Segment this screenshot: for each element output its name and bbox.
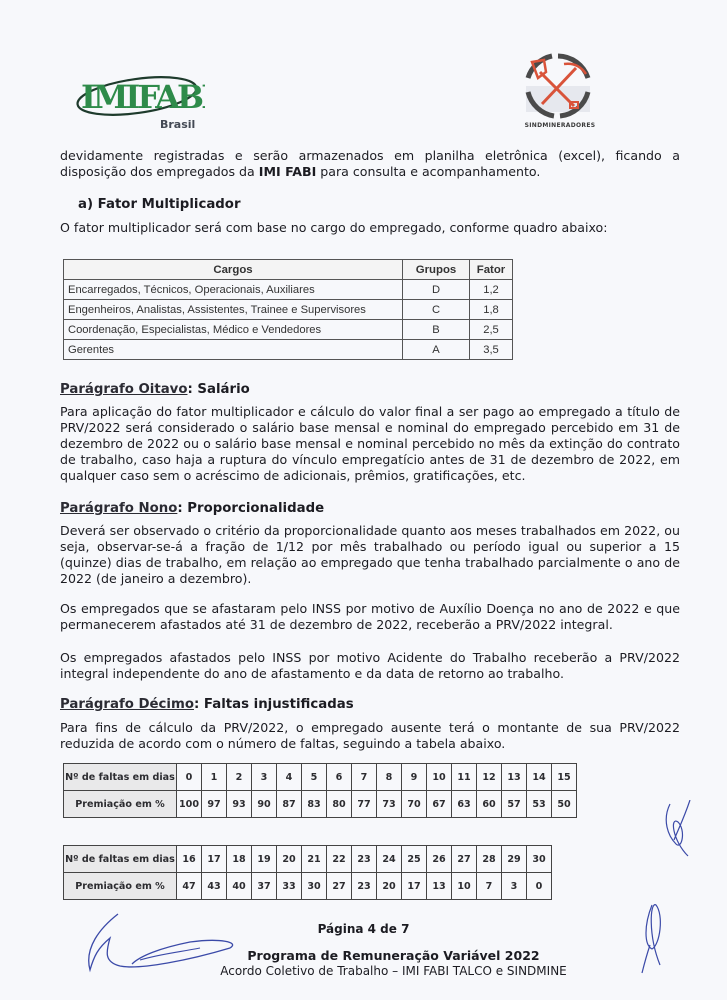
row-label-pct: Premiação em % <box>64 873 177 900</box>
pick-shovel-icon <box>518 50 598 120</box>
section-a-title: a) Fator Multiplicador <box>78 197 241 212</box>
row-label-days: Nº de faltas em dias <box>64 764 177 791</box>
faltas-days-cell: 13 <box>502 764 527 791</box>
paragrafo-nono-title: : Proporcionalidade <box>177 501 325 516</box>
faltas-days-cell: 10 <box>427 764 452 791</box>
cell-cargos: Coordenação, Especialistas, Médico e Vendedores <box>64 320 403 340</box>
faltas-days-cell: 26 <box>427 846 452 873</box>
sindmineradores-logo <box>518 50 598 135</box>
faltas-days-cell: 12 <box>477 764 502 791</box>
cell-cargos: Encarregados, Técnicos, Operacionais, Auxiliares <box>64 280 403 300</box>
faltas-days-cell: 27 <box>452 846 477 873</box>
faltas-days-cell: 2 <box>227 764 252 791</box>
faltas-pct-cell: 70 <box>402 791 427 818</box>
row-label-pct: Premiação em % <box>64 791 177 818</box>
section-a-text: O fator multiplicador será com base no cargo do empregado, conforme quadro abaixo: <box>60 220 608 235</box>
faltas-pct-cell: 53 <box>527 791 552 818</box>
faltas-days-cell: 5 <box>302 764 327 791</box>
faltas-pct-cell: 20 <box>377 873 402 900</box>
faltas-days-cell: 15 <box>552 764 577 791</box>
faltas-pct-cell: 40 <box>227 873 252 900</box>
faltas-days-cell: 7 <box>352 764 377 791</box>
cell-cargos: Engenheiros, Analistas, Assistentes, Trainee e Supervisores <box>64 300 403 320</box>
row-label-days: Nº de faltas em dias <box>64 846 177 873</box>
faltas-pct-cell: 0 <box>527 873 552 900</box>
paragrafo-decimo-heading <box>60 697 354 712</box>
faltas-days-cell: 24 <box>377 846 402 873</box>
cell-fator: 2,5 <box>470 320 513 340</box>
faltas-days-cell: 29 <box>502 846 527 873</box>
faltas-days-cell: 17 <box>202 846 227 873</box>
faltas-pct-cell: 50 <box>552 791 577 818</box>
intro-paragraph <box>60 148 680 180</box>
faltas-pct-cell: 37 <box>252 873 277 900</box>
faltas-pct-cell: 43 <box>202 873 227 900</box>
cell-grupo: C <box>403 300 470 320</box>
fator-multiplicador-table <box>63 259 513 360</box>
faltas-pct-row <box>64 873 552 900</box>
faltas-pct-cell: 23 <box>352 873 377 900</box>
faltas-pct-cell: 27 <box>327 873 352 900</box>
sindmineradores-logo-text: SINDMINERADORES <box>524 122 596 129</box>
intro-text-end: para consulta e acompanhamento. <box>316 164 541 179</box>
cell-fator: 1,8 <box>470 300 513 320</box>
faltas-days-cell: 20 <box>277 846 302 873</box>
company-name: IMI FABI <box>258 164 317 179</box>
faltas-days-cell: 8 <box>377 764 402 791</box>
faltas-days-cell: 14 <box>527 764 552 791</box>
faltas-pct-cell: 47 <box>177 873 202 900</box>
faltas-table-2 <box>63 845 552 900</box>
table-row <box>64 300 513 320</box>
faltas-pct-row <box>64 791 577 818</box>
header-grupos: Grupos <box>403 260 470 280</box>
table-row <box>64 280 513 300</box>
faltas-days-cell: 1 <box>202 764 227 791</box>
faltas-table-1 <box>63 763 577 818</box>
faltas-pct-cell: 30 <box>302 873 327 900</box>
faltas-days-cell: 23 <box>352 846 377 873</box>
faltas-days-cell: 28 <box>477 846 502 873</box>
faltas-days-cell: 18 <box>227 846 252 873</box>
faltas-pct-cell: 100 <box>177 791 202 818</box>
paragrafo-nono-label: Parágrafo Nono <box>60 501 178 516</box>
imifabi-logo <box>75 72 205 132</box>
paragrafo-nono-text-3: Os empregados afastados pelo INSS por motivo Acidente do Trabalho receberão a PRV/2022 integral independente do ano de afastamento e da data de retorno ao trabalho. <box>60 650 680 681</box>
faltas-pct-cell: 77 <box>352 791 377 818</box>
imifabi-logo-text: IMIFABI <box>81 78 205 116</box>
faltas-pct-cell: 33 <box>277 873 302 900</box>
faltas-days-cell: 3 <box>252 764 277 791</box>
faltas-days-cell: 0 <box>177 764 202 791</box>
faltas-days-cell: 11 <box>452 764 477 791</box>
faltas-days-cell: 25 <box>402 846 427 873</box>
faltas-days-cell: 22 <box>327 846 352 873</box>
paragrafo-nono-text-2: Os empregados que se afastaram pelo INSS por motivo de Auxílio Doença no ano de 2022 e que permanecerem afastados até 31 de dezembro de 2022, receberão a PRV/2022 integral. <box>60 601 680 632</box>
faltas-pct-cell: 93 <box>227 791 252 818</box>
faltas-pct-cell: 17 <box>402 873 427 900</box>
faltas-days-cell: 9 <box>402 764 427 791</box>
footer-agreement: Acordo Coletivo de Trabalho – IMI FABI TALCO e SINDMINE <box>220 964 567 978</box>
paragrafo-nono-text-1: Deverá ser observado o critério da proporcionalidade quanto aos meses trabalhados em 2022, ou seja, observar-se-á a fração de 1/12 por mês trabalhado ou período igual ou superior a 15 (quinze) dias de trabalho, em relação ao empregado que tenha trabalhado parcialmente o ano de 2022 (de janeiro a dezembro). <box>60 523 680 586</box>
faltas-pct-cell: 83 <box>302 791 327 818</box>
table-header-row <box>64 260 513 280</box>
faltas-pct-cell: 80 <box>327 791 352 818</box>
cell-fator: 1,2 <box>470 280 513 300</box>
faltas-pct-cell: 7 <box>477 873 502 900</box>
intro-text: devidamente registradas e serão armazenados em planilha eletrônica (excel), ficando a disposição dos empregados da <box>60 148 680 179</box>
cell-fator: 3,5 <box>470 340 513 360</box>
faltas-pct-cell: 87 <box>277 791 302 818</box>
faltas-pct-cell: 57 <box>502 791 527 818</box>
faltas-pct-cell: 10 <box>452 873 477 900</box>
paragrafo-oitavo-heading <box>60 382 250 397</box>
faltas-days-cell: 21 <box>302 846 327 873</box>
signature-initials-right-bottom <box>640 895 670 975</box>
paragrafo-decimo-text: Para fins de cálculo da PRV/2022, o empregado ausente terá o montante de sua PRV/2022 reduzida de acordo com o número de faltas, seguindo a tabela abaixo. <box>60 720 680 751</box>
page-number: Página 4 de 7 <box>317 922 410 936</box>
faltas-pct-cell: 3 <box>502 873 527 900</box>
paragrafo-oitavo-text: Para aplicação do fator multiplicador e cálculo do valor final a ser pago ao empregado a título de PRV/2022 será considerado o salário base mensal e nominal do empregado percebido em 31 de dezembro de 2022 ou o salário base mensal e nominal percebido no mês da extinção do contrato de trabalho, caso haja a ruptura do vínculo empregatício antes de 31 de dezembro de 2022, em qualquer caso sem o acréscimo de adicionais, prêmios, gratificações, etc. <box>60 404 680 483</box>
footer-program: Programa de Remuneração Variável 2022 <box>247 948 540 963</box>
signature-initials-right-top <box>660 800 700 860</box>
faltas-pct-cell: 97 <box>202 791 227 818</box>
signature-bottom-left <box>80 908 250 978</box>
cell-grupo: D <box>403 280 470 300</box>
table-row <box>64 320 513 340</box>
faltas-pct-cell: 63 <box>452 791 477 818</box>
imifabi-logo-subtitle: Brasil <box>160 118 196 131</box>
faltas-days-cell: 16 <box>177 846 202 873</box>
faltas-pct-cell: 13 <box>427 873 452 900</box>
header-cargos: Cargos <box>64 260 403 280</box>
faltas-pct-cell: 60 <box>477 791 502 818</box>
imifabi-logo-mark <box>75 72 205 120</box>
faltas-pct-cell: 73 <box>377 791 402 818</box>
cell-grupo: B <box>403 320 470 340</box>
header-fator: Fator <box>470 260 513 280</box>
cell-cargos: Gerentes <box>64 340 403 360</box>
faltas-days-row <box>64 846 552 873</box>
table-row <box>64 340 513 360</box>
faltas-days-row <box>64 764 577 791</box>
faltas-pct-cell: 67 <box>427 791 452 818</box>
paragrafo-decimo-label: Parágrafo Décimo <box>60 697 194 712</box>
paragrafo-oitavo-title: : Salário <box>187 382 250 397</box>
faltas-days-cell: 6 <box>327 764 352 791</box>
faltas-pct-cell: 90 <box>252 791 277 818</box>
cell-grupo: A <box>403 340 470 360</box>
paragrafo-nono-heading <box>60 501 324 516</box>
faltas-days-cell: 19 <box>252 846 277 873</box>
faltas-days-cell: 4 <box>277 764 302 791</box>
faltas-days-cell: 30 <box>527 846 552 873</box>
paragrafo-oitavo-label: Parágrafo Oitavo <box>60 382 188 397</box>
paragrafo-decimo-title: : Faltas injustificadas <box>193 697 354 712</box>
